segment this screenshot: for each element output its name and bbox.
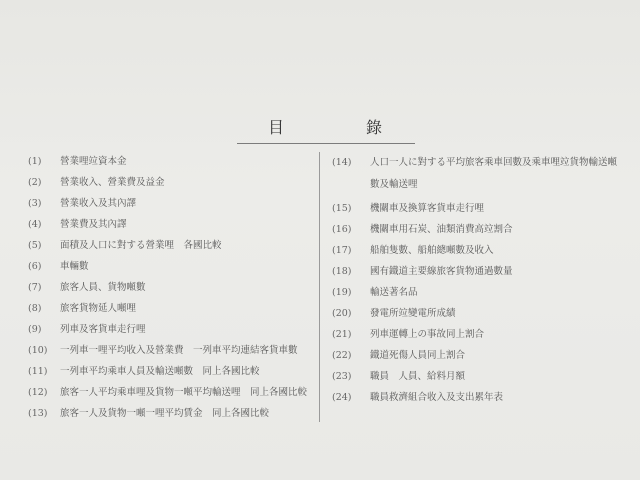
- item-number: (13): [28, 408, 48, 419]
- item-number: (22): [332, 350, 352, 361]
- item-number: (3): [28, 198, 42, 209]
- item-text: 發電所竝變電所成績: [370, 308, 456, 319]
- item-text: 職員 人員、給料月額: [370, 371, 466, 382]
- list-item: [28, 302, 136, 316]
- item-number: (6): [28, 261, 42, 272]
- list-item: [28, 386, 307, 400]
- item-text: 旅客貨物延人噸哩: [60, 303, 137, 314]
- item-text: 營業收入及其內譯: [60, 198, 137, 209]
- item-text: 國有鐵道主要線旅客貨物通過數量: [370, 266, 513, 277]
- list-item: [332, 156, 617, 170]
- list-item: [28, 239, 222, 253]
- item-text: 車輛數: [60, 261, 89, 272]
- column-divider: [319, 152, 320, 422]
- item-number: (20): [332, 308, 352, 319]
- item-number: (24): [332, 392, 352, 403]
- item-number: (17): [332, 245, 352, 256]
- item-number: (2): [28, 177, 42, 188]
- item-number: (1): [28, 156, 42, 167]
- item-number: (8): [28, 303, 42, 314]
- item-number: (19): [332, 287, 352, 298]
- list-item: [28, 365, 260, 379]
- list-item: [332, 202, 484, 216]
- item-text: 列車運轉上の事故同上割合: [370, 329, 485, 340]
- item-text: 營業哩竝資本金: [60, 156, 127, 167]
- item-text: 一列車一哩平均收入及營業費 一列車平均連結客貨車數: [60, 345, 298, 356]
- list-item: [332, 349, 465, 363]
- item-text: 營業收入、營業費及益金: [60, 177, 165, 188]
- item-number: (9): [28, 324, 42, 335]
- list-item: [28, 197, 136, 211]
- item-text: 營業費及其內譯: [60, 219, 127, 230]
- item-number: (21): [332, 329, 352, 340]
- item-number: (7): [28, 282, 42, 293]
- item-number: (4): [28, 219, 42, 230]
- item-text: 列車及客貨車走行哩: [60, 324, 146, 335]
- list-item: [332, 244, 494, 258]
- list-item: [332, 265, 513, 279]
- list-item: [332, 307, 456, 321]
- item-number: (23): [332, 371, 352, 382]
- page-title: [268, 116, 384, 138]
- item-text: 面積及人口に對する營業哩 各國比較: [60, 240, 222, 251]
- list-item: [28, 155, 127, 169]
- list-item: [28, 407, 269, 421]
- list-item: [28, 218, 127, 232]
- item-number: (12): [28, 387, 48, 398]
- item-number: (18): [332, 266, 352, 277]
- list-item: [332, 370, 465, 384]
- item-text: 旅客一人平均乘車哩及貨物一噸平均輸送哩 同上各國比較: [60, 387, 308, 398]
- item-number: (11): [28, 366, 48, 377]
- list-item: [332, 328, 484, 342]
- list-item: [28, 176, 165, 190]
- list-item: [332, 223, 513, 237]
- item-text: 一列車平均乘車人員及輸送噸數 同上各國比較: [60, 366, 260, 377]
- item-text: 船舶隻數、船舶總噸數及收入: [370, 245, 494, 256]
- item-text: 旅客一人及貨物一噸一哩平均賃金 同上各國比較: [60, 408, 270, 419]
- title-char-2: 錄: [365, 118, 384, 137]
- list-item: [28, 281, 146, 295]
- item-text: 職員救濟組合收入及支出累年表: [370, 392, 504, 403]
- item-number: (16): [332, 224, 352, 235]
- item-number: (15): [332, 203, 352, 214]
- item-number: (14): [332, 157, 352, 168]
- item-number: (10): [28, 345, 48, 356]
- title-underline: [237, 143, 415, 144]
- list-item: [28, 260, 89, 274]
- list-item: [28, 323, 146, 337]
- item-text-continuation: 數及輸送哩: [370, 179, 418, 190]
- item-text: 鐵道死傷人員同上割合: [370, 350, 466, 361]
- list-item: [332, 286, 418, 300]
- item-text: 旅客人員、貨物噸數: [60, 282, 146, 293]
- item-text: 輸送著名品: [370, 287, 418, 298]
- title-char-1: 目: [268, 118, 287, 137]
- item-text: 機關車及換算客貨車走行哩: [370, 203, 485, 214]
- item-text: 人口一人に對する平均旅客乘車回數及乘車哩竝貨物輸送噸: [370, 157, 618, 168]
- item-text: 機關車用石炭、油類消費高竝割合: [370, 224, 513, 235]
- list-item: [28, 344, 298, 358]
- list-item: [332, 391, 503, 405]
- item-number: (5): [28, 240, 42, 251]
